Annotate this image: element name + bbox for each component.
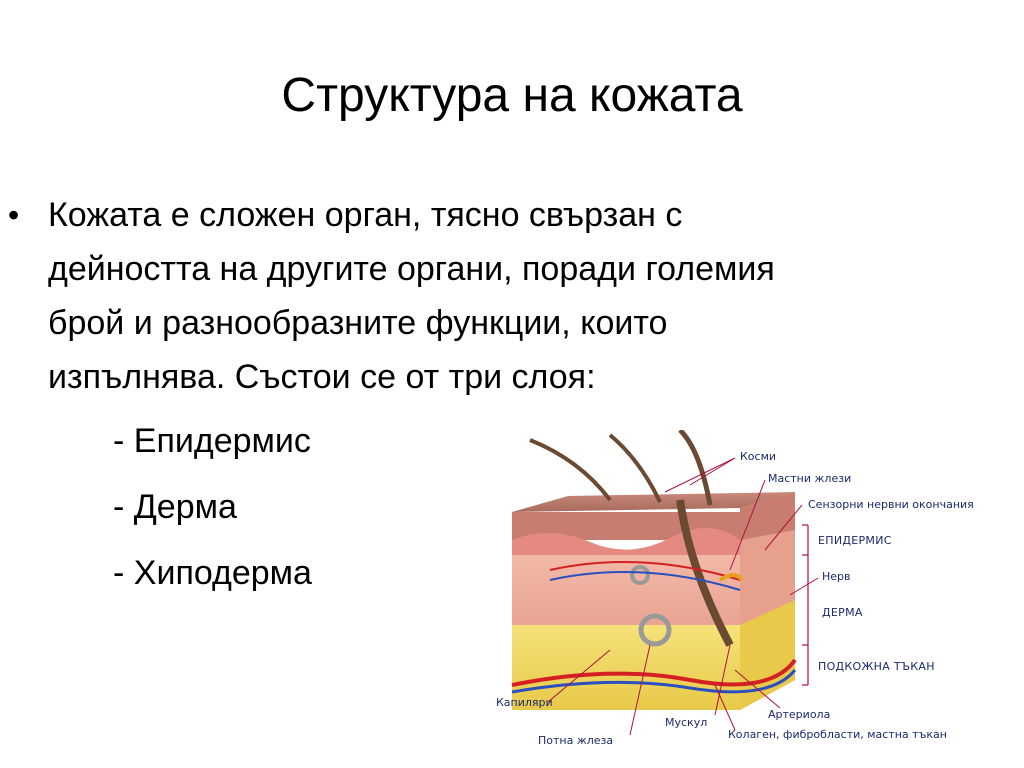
label-capillaries: Капиляри <box>496 696 553 709</box>
label-dermis: ДЕРМА <box>822 606 863 619</box>
paragraph-line-4: изпълнява. Състои се от три слоя: <box>48 358 596 396</box>
paragraph-line-2: дейността на другите органи, поради големия <box>48 250 775 288</box>
label-collagen: Колаген, фибробласти, мастна тъкан <box>728 728 947 741</box>
bullet-marker: • <box>8 197 20 233</box>
hair-shaft-3 <box>680 430 710 505</box>
label-hypodermis: ПОДКОЖНА ТЪКАН <box>818 660 935 673</box>
label-sebaceous: Мастни жлези <box>768 472 852 485</box>
label-arteriole: Артериола <box>768 708 831 721</box>
label-muscle: Мускул <box>665 716 708 729</box>
hair-shaft-1 <box>530 440 610 500</box>
skin-structure-diagram <box>490 430 1010 760</box>
slide-body <box>8 188 978 404</box>
layer-item-dermis: - Дерма <box>113 488 237 526</box>
slide-title: Структура на кожата <box>281 69 743 122</box>
hair-shaft-2 <box>610 435 660 502</box>
paragraph-line-3: брой и разнообразните функции, които <box>48 304 668 342</box>
label-hairs: Косми <box>740 450 777 463</box>
label-sensory: Сензорни нервни окончания <box>808 498 974 511</box>
paragraph-line-1: Кожата е сложен орган, тясно свързан с <box>48 196 683 234</box>
label-epidermis: ЕПИДЕРМИС <box>818 534 892 547</box>
label-sweat-gland: Потна жлеза <box>538 734 614 747</box>
layer-item-hypodermis: - Хиподерма <box>113 554 312 592</box>
layer-item-epidermis: - Епидермис <box>113 422 311 460</box>
label-nerve: Нерв <box>822 570 851 583</box>
